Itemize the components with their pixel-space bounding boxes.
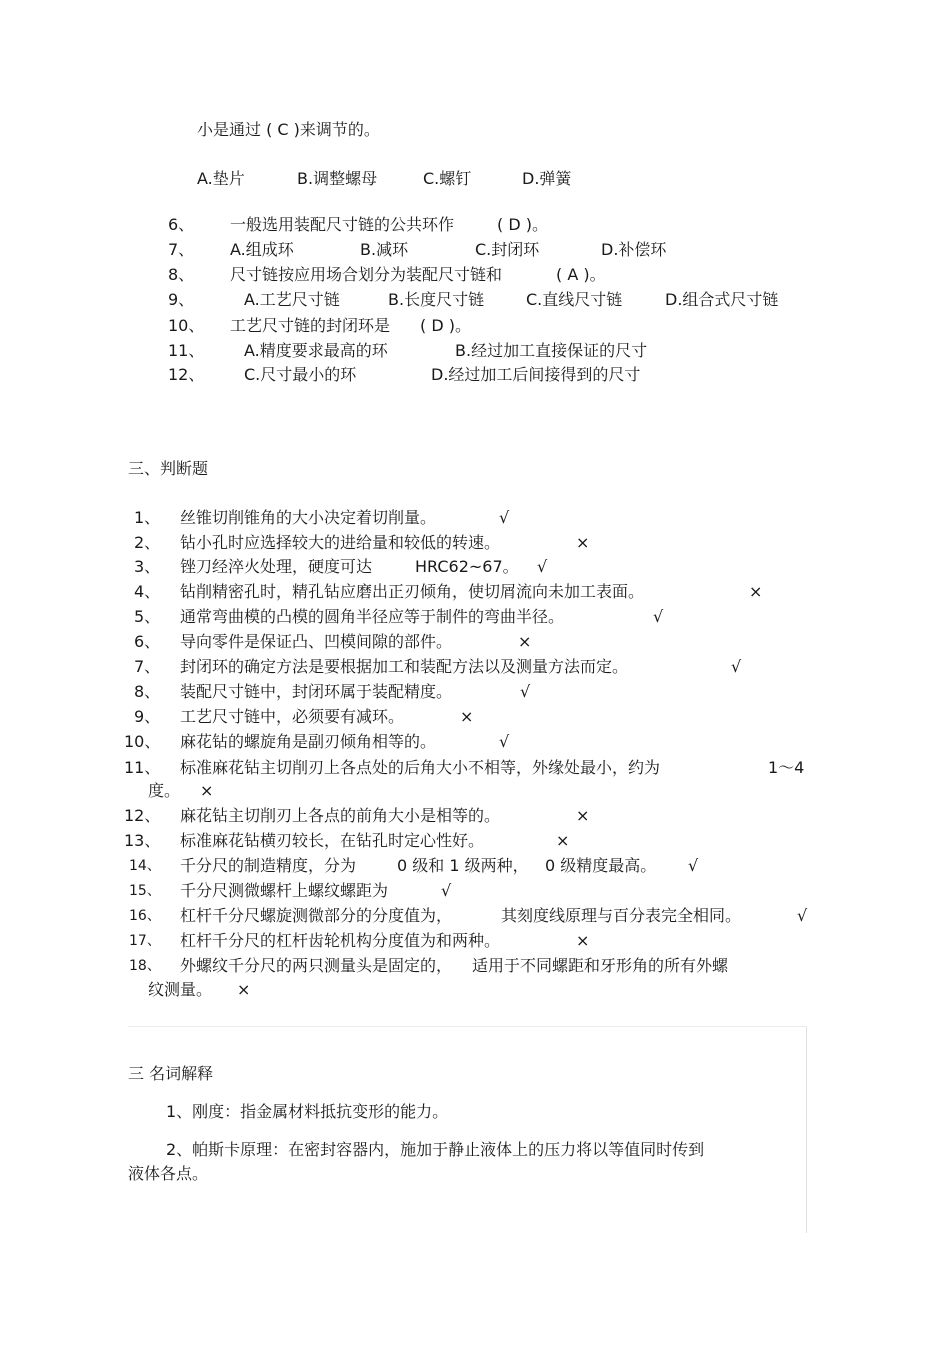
choice-option: A.精度要求最高的环 [244,341,388,360]
judge-mark: √ [520,682,531,701]
judge-number: 16、 [129,908,161,924]
judge-mark: × [460,707,474,726]
judge-text: 标准麻花钻主切削刃上各点处的后角大小不相等，外缘处最小，约为 [180,758,661,777]
judge-text: 千分尺的制造精度，分为 [180,856,357,875]
judge-number: 11、 [124,758,161,777]
judge-number: 4、 [134,582,161,601]
judge-continuation: 纹测量。 [148,980,213,999]
judge-text: 外螺纹千分尺的两只测量头是固定的， [180,956,453,975]
judge-number: 8、 [134,682,161,701]
judge-number: 17、 [129,933,161,949]
judge-mark: √ [688,856,699,875]
section-heading: 三、判断题 [128,459,209,478]
judge-text: 丝锥切削锥角的大小决定着切削量。 [180,508,437,527]
option-c: C.螺钉 [423,169,472,188]
choice-number: 10、 [168,316,205,335]
judge-mark: × [200,781,214,800]
judge-text: 导向零件是保证凸、凹模间隙的部件。 [180,632,453,651]
judge-number: 15、 [129,883,161,899]
choice-option: B.减环 [360,240,409,259]
judge-number: 3、 [134,557,161,576]
judge-mark: × [556,831,570,850]
judge-text: 工艺尺寸链中，必须要有减环。 [180,707,405,726]
judge-number: 13、 [124,831,161,850]
judge-mark: × [576,931,590,950]
judge-text: 封闭环的确定方法是要根据加工和装配方法以及测量方法而定。 [180,657,629,676]
section-heading: 三 名词解释 [128,1064,214,1083]
judge-mark: √ [537,557,548,576]
judge-number: 5、 [134,607,161,626]
judge-extra: 0 级精度最高。 [545,856,657,875]
question-5-continuation: 小是通过 ( C )来调节的。 [197,120,380,139]
term-definition: 1、刚度：指金属材料抵抗变形的能力。 [166,1102,449,1121]
judge-mark: × [576,533,590,552]
judge-number: 2、 [134,533,161,552]
judge-text: 钻削精密孔时，精孔钻应磨出正刃倾角，使切屑流向未加工表面。 [180,582,645,601]
judge-mark: × [518,632,532,651]
judge-text: 麻花钻主切削刃上各点的前角大小是相等的。 [180,806,501,825]
choice-option: D.经过加工后间接得到的尺寸 [431,365,641,384]
judge-number: 18、 [129,958,161,974]
judge-mark: √ [797,906,808,925]
judge-number: 6、 [134,632,161,651]
choice-number: 9、 [168,290,195,309]
term-definition-continuation: 液体各点。 [128,1164,209,1183]
judge-extra: 其刻度线原理与百分表完全相同。 [501,906,742,925]
choice-answer: ( A )。 [556,265,606,284]
judge-extra: 1～4 [768,758,805,777]
page-edge-line [806,1027,807,1233]
judge-mark: √ [499,732,510,751]
judge-mark: √ [499,508,510,527]
section-divider [128,1026,807,1027]
choice-option: A.工艺尺寸链 [244,290,340,309]
choice-text: 工艺尺寸链的封闭环是 [230,316,391,335]
judge-text: 钻小孔时应选择较大的进给量和较低的转速。 [180,533,501,552]
choice-answer: ( D )。 [420,316,471,335]
choice-option: D.补偿环 [601,240,667,259]
judge-text: 杠杆千分尺螺旋测微部分的分度值为， [180,906,453,925]
option-d: D.弹簧 [522,169,572,188]
choice-option: A.组成环 [230,240,294,259]
choice-option: B.经过加工直接保证的尺寸 [455,341,648,360]
judge-number: 7、 [134,657,161,676]
judge-continuation: 度。 [148,781,181,800]
judge-number: 14、 [129,858,161,874]
choice-option: C.尺寸最小的环 [244,365,357,384]
judge-extra: 适用于不同螺距和牙形角的所有外螺 [472,956,729,975]
judge-mark: × [237,980,251,999]
option-a: A.垫片 [197,169,245,188]
judge-number: 10、 [124,732,161,751]
judge-mark: √ [441,881,452,900]
choice-number: 6、 [168,215,195,234]
judge-number: 12、 [124,806,161,825]
judge-extra: 0 级和 1 级两种， [397,856,529,875]
option-b: B.调整螺母 [297,169,378,188]
choice-text: 尺寸链按应用场合划分为装配尺寸链和 [230,265,503,284]
judge-text: 麻花钻的螺旋角是副刃倾角相等的。 [180,732,437,751]
term-definition: 2、帕斯卡原理：在密封容器内，施加于静止液体上的压力将以等值同时传到 [166,1140,705,1159]
judge-text: 通常弯曲模的凸模的圆角半径应等于制件的弯曲半径。 [180,607,565,626]
choice-option: D.组合式尺寸链 [665,290,779,309]
judge-mark: √ [653,607,664,626]
choice-number: 8、 [168,265,195,284]
judge-number: 9、 [134,707,161,726]
judge-mark: × [749,582,763,601]
judge-text: 装配尺寸链中，封闭环属于装配精度。 [180,682,453,701]
judge-extra: HRC62~67。 [415,557,519,576]
choice-option: B.长度尺寸链 [388,290,485,309]
judge-text: 标准麻花钻横刃较长，在钻孔时定心性好。 [180,831,485,850]
choice-option: C.封闭环 [475,240,540,259]
choice-number: 11、 [168,341,205,360]
choice-option: C.直线尺寸链 [526,290,623,309]
judge-text: 千分尺测微螺杆上螺纹螺距为 [180,881,389,900]
judge-text: 锉刀经淬火处理，硬度可达 [180,557,373,576]
choice-number: 12、 [168,365,205,384]
judge-number: 1、 [134,508,161,527]
choice-text: 一般选用装配尺寸链的公共环作 [230,215,455,234]
choice-number: 7、 [168,240,195,259]
judge-text: 杠杆千分尺的杠杆齿轮机构分度值为和两种。 [180,931,501,950]
judge-mark: √ [731,657,742,676]
choice-answer: ( D )。 [497,215,548,234]
judge-mark: × [576,806,590,825]
